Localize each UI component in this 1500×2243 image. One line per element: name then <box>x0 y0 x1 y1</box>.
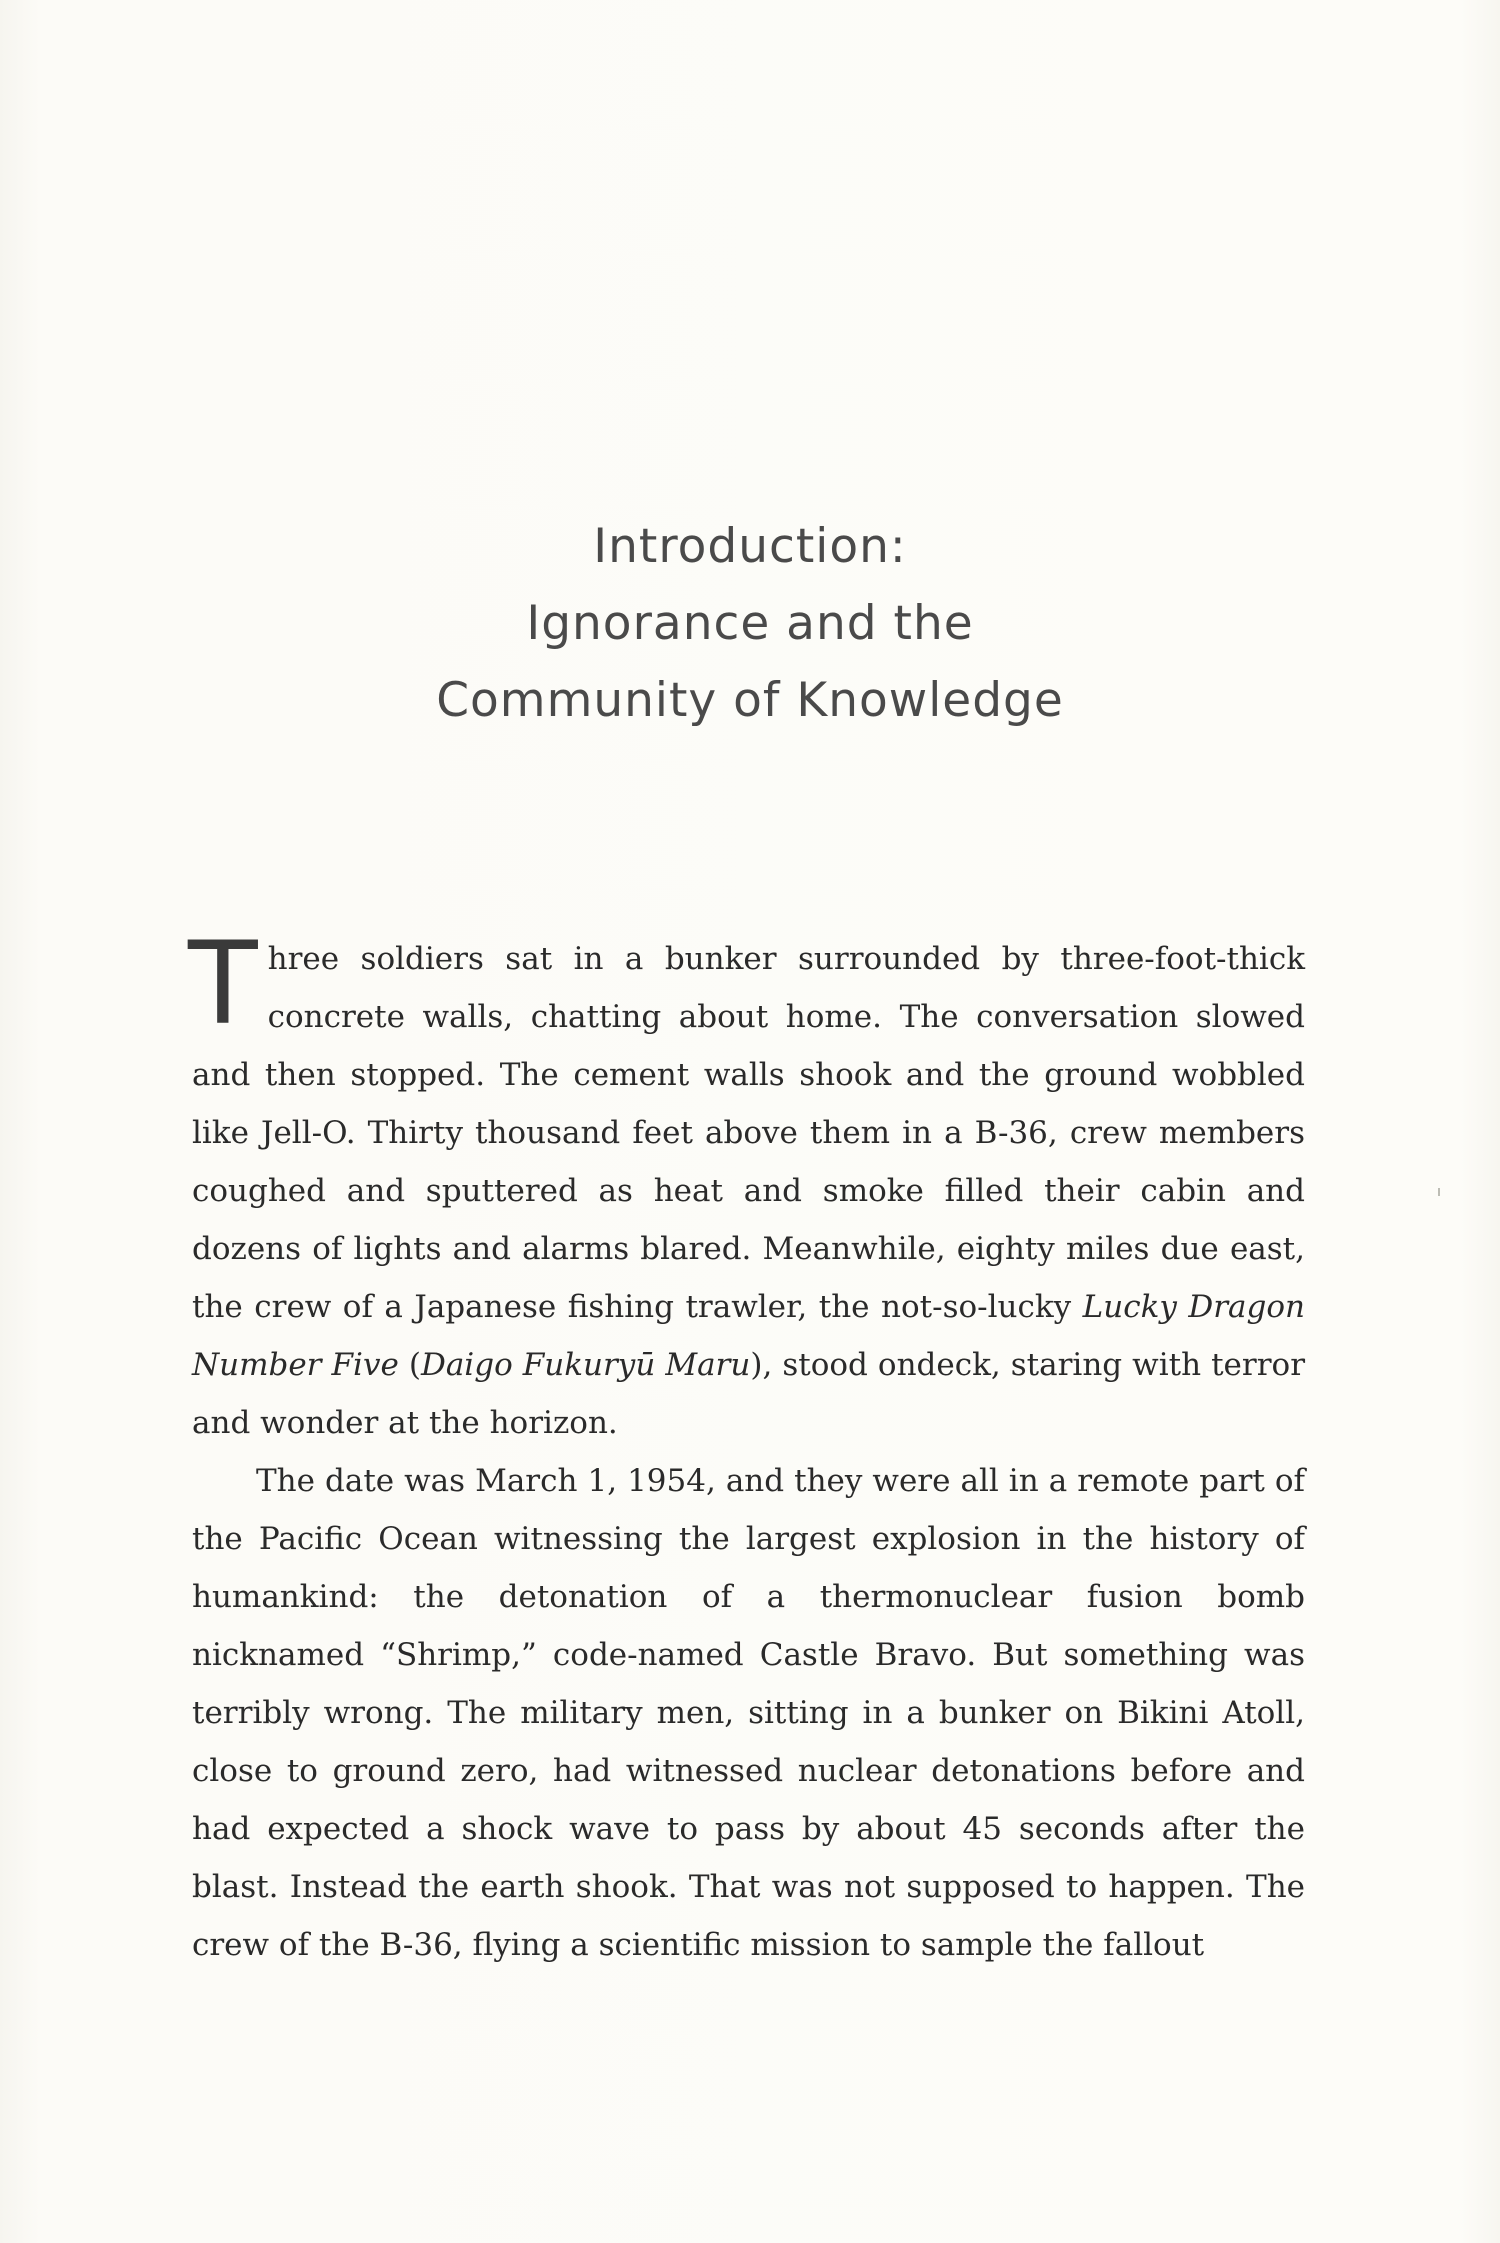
paragraph-1-text-b: ( <box>398 1347 421 1383</box>
body-text <box>188 917 1306 1974</box>
ship-name-japanese: Daigo Fukuryū Maru <box>420 1347 751 1383</box>
paragraph-1 <box>188 917 1306 1452</box>
paragraph-1-text-c: ), stood ondeck, staring with terror and wonder at the horizon. <box>192 1347 1306 1441</box>
paragraph-2: The date was March 1, 1954, and they were all in a remote part of the Pacific Ocean witnessing the largest explosion in the history of humankind: the detonation of a thermonuclear fusion bomb nicknamed “Shrimp,” code-named Castle Bravo. But something was terribly wrong. The military men, sitting in a bunker on Bikini Atoll, close to ground zero, had witnessed nuclear detonations before and had expected a shock wave to pass by about 45 seconds after the blast. Instead the earth shook. That was not supposed to happen. The crew of the B-36, flying a scientific mission to sample the fallout <box>192 1463 1305 1963</box>
paragraph-1-text-a: hree soldiers sat in a bunker surrounded by three-foot-thick concrete walls, chatting about home. The conversation slowed and then stopped. The cement walls shook and the ground wobbled like Jell-O. Thirty thousand feet above them in a B-36, crew members coughed and sputtered as heat and smoke filled their cabin and dozens of lights and alarms blared. Meanwhile, eighty miles due east, the crew of a Japanese fishing trawler, the not-so-lucky <box>192 941 1305 1325</box>
chapter-title-line-3: Community of Knowledge <box>436 673 1064 728</box>
chapter-title-line-1: Introduction: <box>593 519 907 574</box>
chapter-title <box>0 508 1500 739</box>
ship-name-english: Lucky Dragon Number Five <box>192 1289 1305 1383</box>
page-speck <box>1438 1188 1440 1196</box>
chapter-title-line-2: Ignorance and the <box>526 596 974 651</box>
drop-cap: T <box>188 917 258 1050</box>
